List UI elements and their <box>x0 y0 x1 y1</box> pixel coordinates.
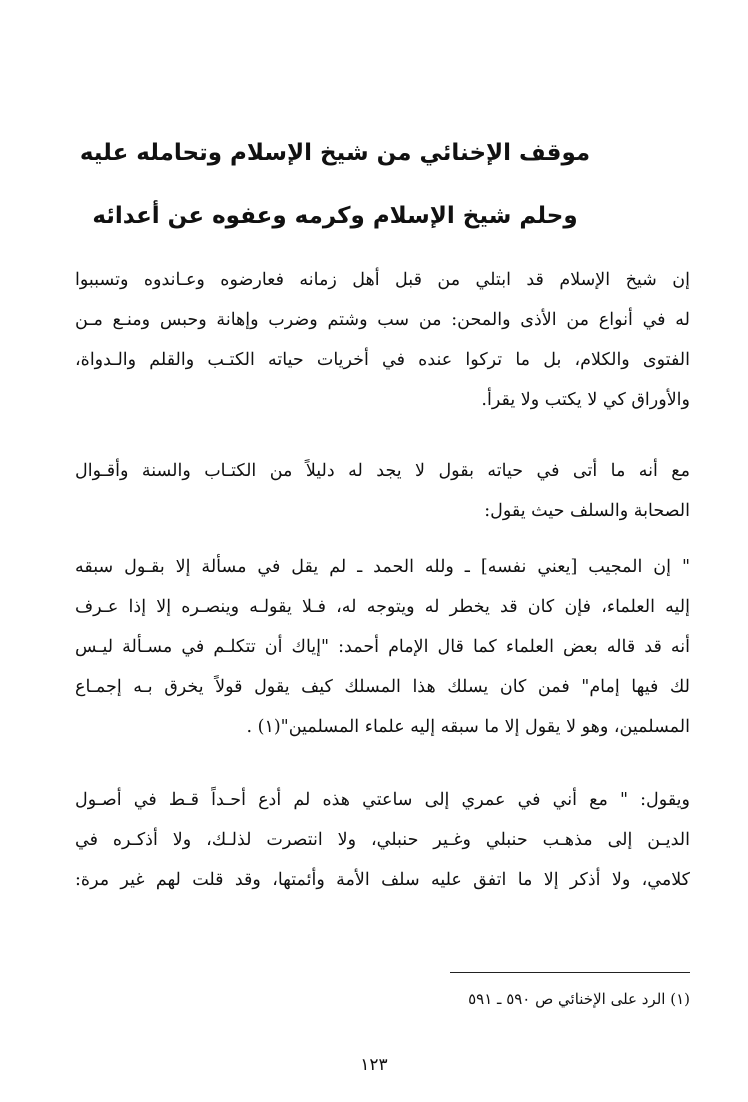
chapter-title-line-2: وحلم شيخ الإسلام وكرمه وعفوه عن أعدائه <box>92 203 578 229</box>
text-line: المسلمين، وهو لا يقول إلا ما سبقه إليه علماء المسلمين"(١) . <box>246 717 690 737</box>
text-line: كلامي، ولا أذكر إلا ما اتفق عليه سلف الأمة وأئمتها، وقد قلت لهم غير مرة: <box>75 870 690 890</box>
text-line: أنه قد قاله بعض العلماء كما قال الإمام أحمد: "إياك أن تتكلـم في مسـألة ليـس <box>75 637 690 657</box>
page-number: ١٢٣ <box>360 1055 388 1075</box>
text-line: إن شيخ الإسلام قد ابتلي من قبل أهل زمانه فعارضوه وعـاندوه وتسببوا <box>75 270 690 290</box>
text-line: مع أنه ما أتى في حياته بقول لا يجد له دليلاً من الكتـاب والسنة وأقـوال <box>75 461 690 481</box>
text-line: والأوراق كي لا يكتب ولا يقرأ. <box>481 390 690 410</box>
text-line: إليه العلماء، فإن كان قد يخطر له ويتوجه له، فـلا يقولـه وينصـره إلا إذا عـرف <box>75 597 690 617</box>
text-line: الديـن إلى مذهـب حنبلي وغـير حنبلي، ولا انتصرت لذلـك، ولا أذكـره في <box>75 830 690 850</box>
paragraph-2 <box>75 451 690 531</box>
text-line: ويقول: " مع أني في عمري إلى ساعتي هذه لم أدع أحـداً قـط في أصـول <box>75 790 690 810</box>
chapter-title-line-1: موقف الإخنائي من شيخ الإسلام وتحامله عليه <box>79 140 591 166</box>
text-line: له في أنواع من الأذى والمحن: من سب وشتم وضرب وإهانة وحبس ومنـع مـن <box>75 310 690 330</box>
text-line: الفتوى والكلام، بل ما تركوا عنده في أخريات حياته الكتـب والقلم والـدواة، <box>75 350 690 370</box>
paragraph-3-quote <box>75 547 690 747</box>
text-line: الصحابة والسلف حيث يقول: <box>484 501 690 521</box>
paragraph-1 <box>75 260 690 420</box>
text-line: لك فيها إمام" فمن كان يسلك هذا المسلك كيف يقول قولاً يخرق بـه إجمـاع <box>75 677 690 697</box>
footnote-divider <box>450 972 690 973</box>
paragraph-4 <box>75 780 690 900</box>
footnote: (١) الرد على الإخنائي ص ٥٩٠ ـ ٥٩١ <box>468 990 690 1008</box>
text-line: " إن المجيب [يعني نفسه] ـ ولله الحمد ـ لم يقل في مسألة إلا بقـول سبقه <box>75 557 690 577</box>
